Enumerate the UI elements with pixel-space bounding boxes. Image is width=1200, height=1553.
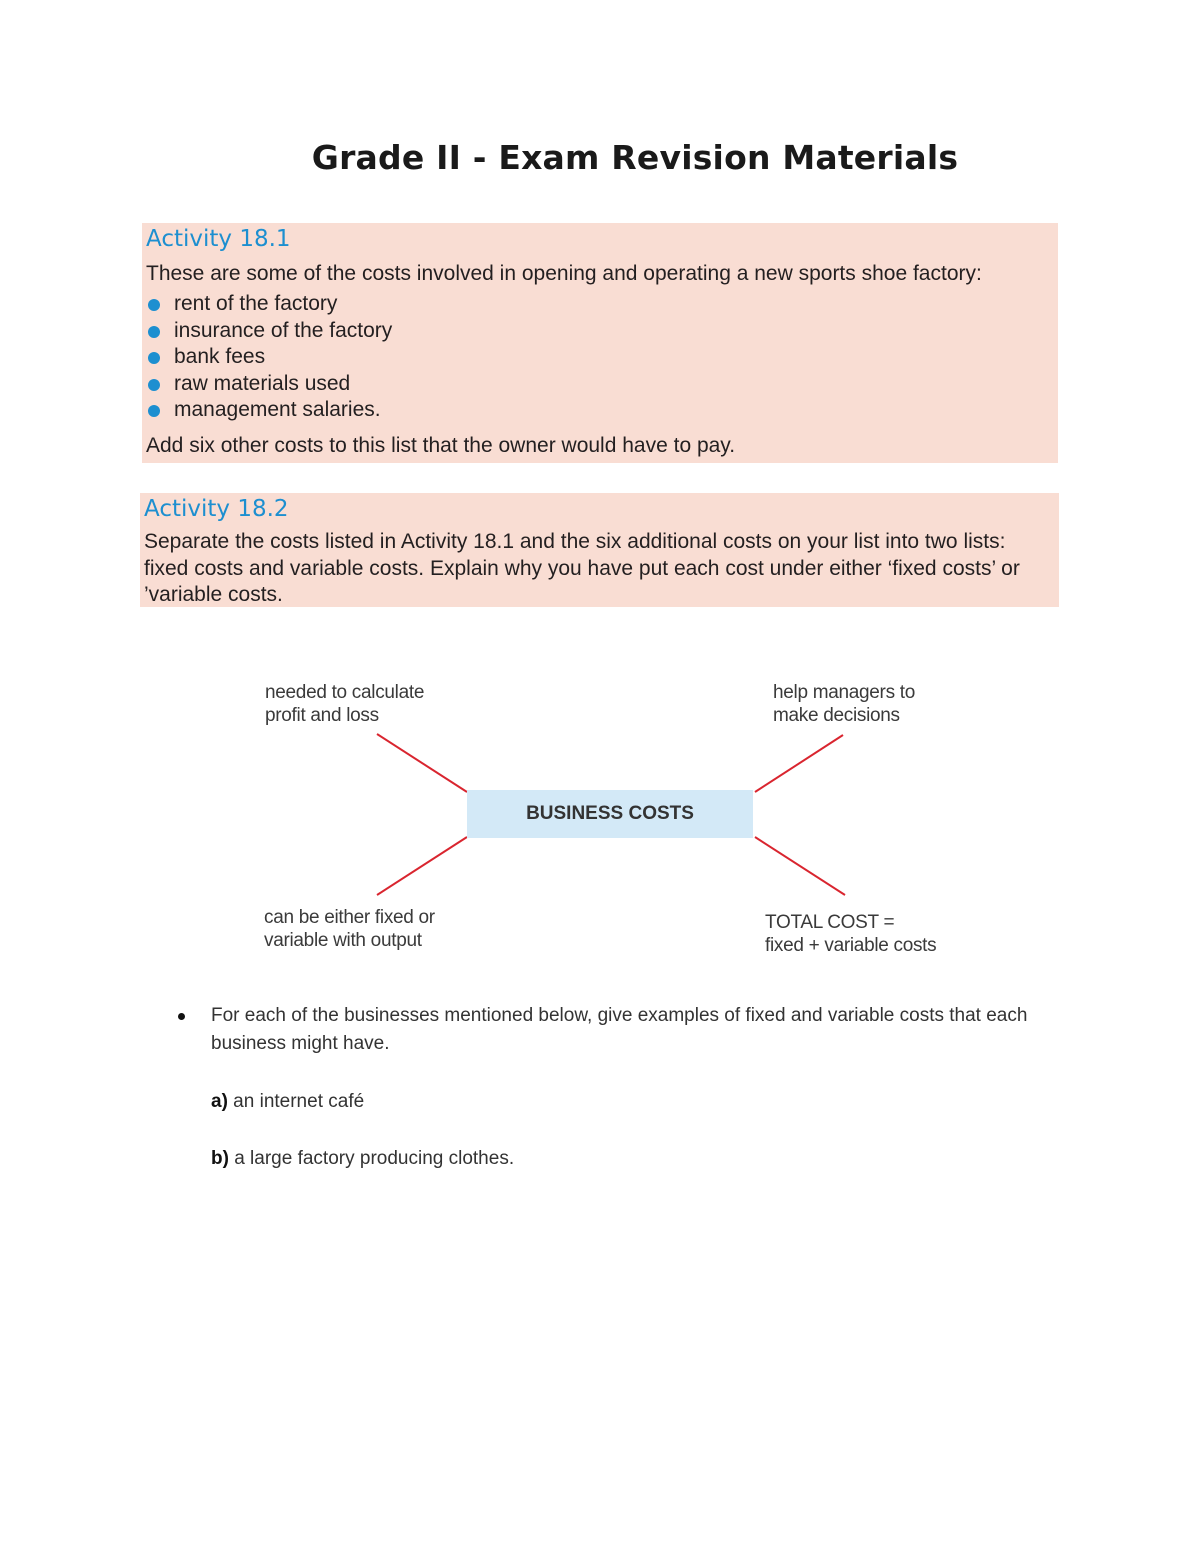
activity-18-1-box <box>142 223 1058 463</box>
bullet-icon <box>148 326 160 338</box>
note-top-left: needed to calculate profit and loss <box>265 682 425 726</box>
activity-18-2-box <box>140 493 1059 607</box>
connector-bottom-left <box>377 837 467 895</box>
list-item: insurance of the factory <box>146 318 1054 345</box>
activity-18-2-text: Separate the costs listed in Activity 18.1 and the six additional costs on your list into two lists: fixed costs and variable costs. Explain why you have put each cost under either ‘fixed costs’ or ’variable costs. <box>144 530 1020 606</box>
activity-18-1-heading: Activity 18.1 <box>146 226 291 252</box>
cost-list <box>146 291 1054 424</box>
connector-bottom-right <box>755 837 845 895</box>
activity-18-1-intro: These are some of the costs involved in opening and operating a new sports shoe factory: <box>146 262 982 285</box>
question-item <box>175 1002 1055 1058</box>
list-item: management salaries. <box>146 397 1054 424</box>
connector-top-right <box>755 735 843 792</box>
question-part-a: a) an internet café <box>211 1091 365 1112</box>
list-item: raw materials used <box>146 371 1054 398</box>
note-bottom-left: can be either fixed or variable with output <box>264 907 435 951</box>
bullet-icon <box>148 299 160 311</box>
note-bottom-right: TOTAL COST = fixed + variable costs <box>765 912 937 956</box>
question-text: For each of the businesses mentioned below, give examples of fixed and variable costs that each business might have. <box>211 1005 1028 1054</box>
list-item: bank fees <box>146 344 1054 371</box>
bullet-icon <box>148 352 160 364</box>
activity-18-2-heading: Activity 18.2 <box>144 496 289 522</box>
connector-top-left <box>377 734 467 792</box>
bullet-icon <box>148 379 160 391</box>
note-top-right: help managers to make decisions <box>773 682 916 726</box>
business-costs-box: BUSINESS COSTS <box>467 790 753 838</box>
bullet-icon <box>178 1013 185 1020</box>
question-part-b: b) a large factory producing clothes. <box>211 1148 515 1169</box>
activity-18-1-instruction: Add six other costs to this list that the owner would have to pay. <box>146 433 736 457</box>
page-title: Grade II - Exam Revision Materials <box>311 138 959 177</box>
list-item: rent of the factory <box>146 291 1054 318</box>
bullet-icon <box>148 405 160 417</box>
